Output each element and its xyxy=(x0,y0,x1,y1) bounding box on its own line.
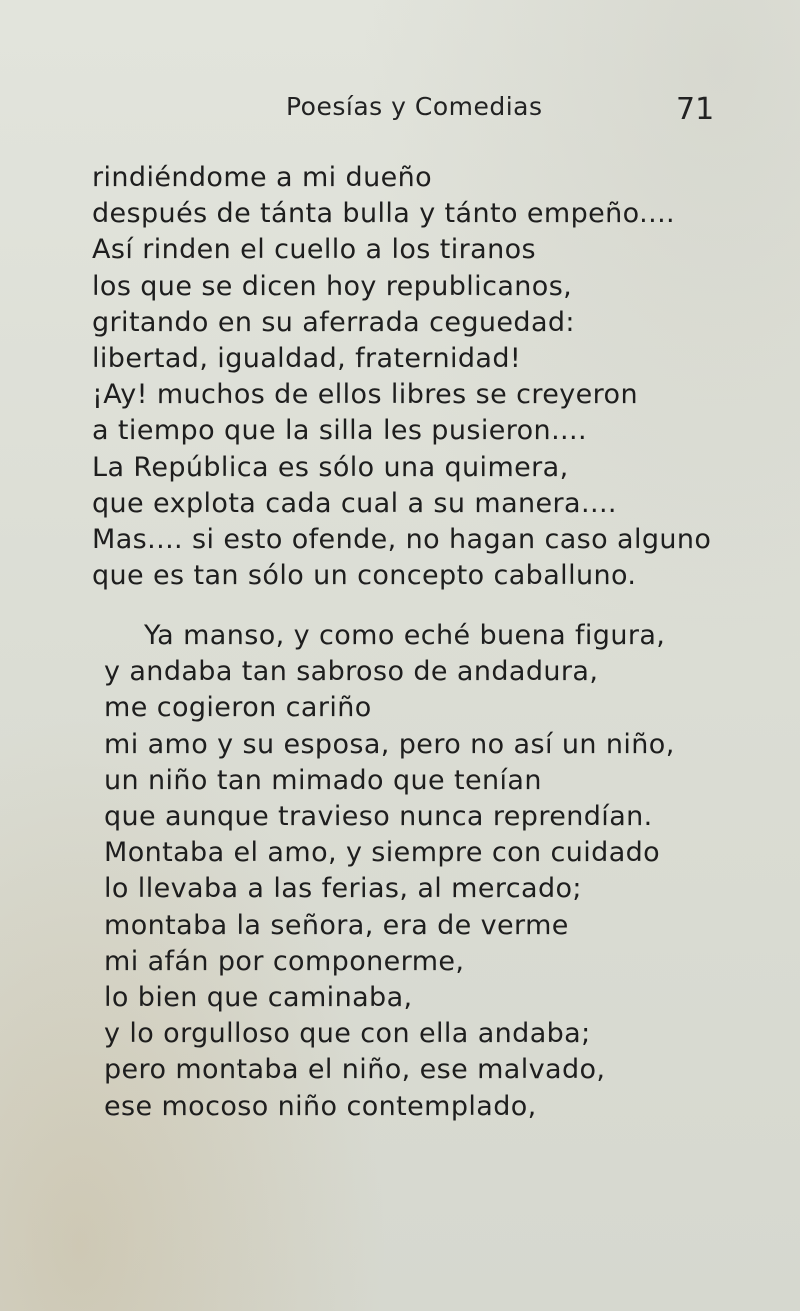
verse-line: que es tan sólo un concepto caballuno. xyxy=(92,560,637,592)
verse-line: rindiéndome a mi dueño xyxy=(92,162,433,193)
verse-line: Montaba el amo, y siempre con cuidado xyxy=(104,837,661,869)
verse-line: montaba la señora, era de verme xyxy=(104,909,569,941)
verse-line: un niño tan mimado que tenían xyxy=(104,764,542,796)
verse-line: pero montaba el niño, ese malvado, xyxy=(104,1054,606,1086)
verse-line: lo llevaba a las ferias, al mercado; xyxy=(104,873,582,905)
verse-line: después de tánta bulla y tánto empeño.... xyxy=(92,198,676,230)
page-header xyxy=(0,92,800,142)
verse-line: ¡Ay! muchos de ellos libres se creyeron xyxy=(92,379,638,411)
verse-line: los que se dicen hoy republicanos, xyxy=(92,270,573,302)
verse-line: mi amo y su esposa, pero no así un niño, xyxy=(104,728,675,760)
verse-line: que aunque travieso nunca reprendían. xyxy=(104,801,653,833)
verse-line: lo bien que caminaba, xyxy=(104,982,413,1014)
verse-line: gritando en su aferrada ceguedad: xyxy=(92,306,575,338)
verse-line: a tiempo que la silla les pusieron.... xyxy=(92,415,588,447)
verse-line: La República es sólo una quimera, xyxy=(92,451,569,483)
verse-line: me cogieron cariño xyxy=(104,692,372,724)
verse-line: Ya manso, y como eché buena figura, xyxy=(144,620,666,651)
verse-line: Así rinden el cuello a los tiranos xyxy=(92,234,536,266)
page-number: 71 xyxy=(676,92,715,127)
running-title: Poesías y Comedias xyxy=(286,92,543,121)
verse-line: y lo orgulloso que con ella andaba; xyxy=(104,1018,591,1050)
verse-line: y andaba tan sabroso de andadura, xyxy=(104,656,599,688)
stanza-2 xyxy=(104,618,784,1125)
verse-line: ese mocoso niño contemplado, xyxy=(104,1090,537,1122)
verse-line: libertad, igualdad, fraternidad! xyxy=(92,343,522,375)
verse-line: mi afán por componerme, xyxy=(104,945,465,977)
verse-line: Mas.... si esto ofende, no hagan caso alguno xyxy=(92,524,712,556)
stanza-1 xyxy=(92,160,772,594)
verse-line: que explota cada cual a su manera.... xyxy=(92,487,617,519)
